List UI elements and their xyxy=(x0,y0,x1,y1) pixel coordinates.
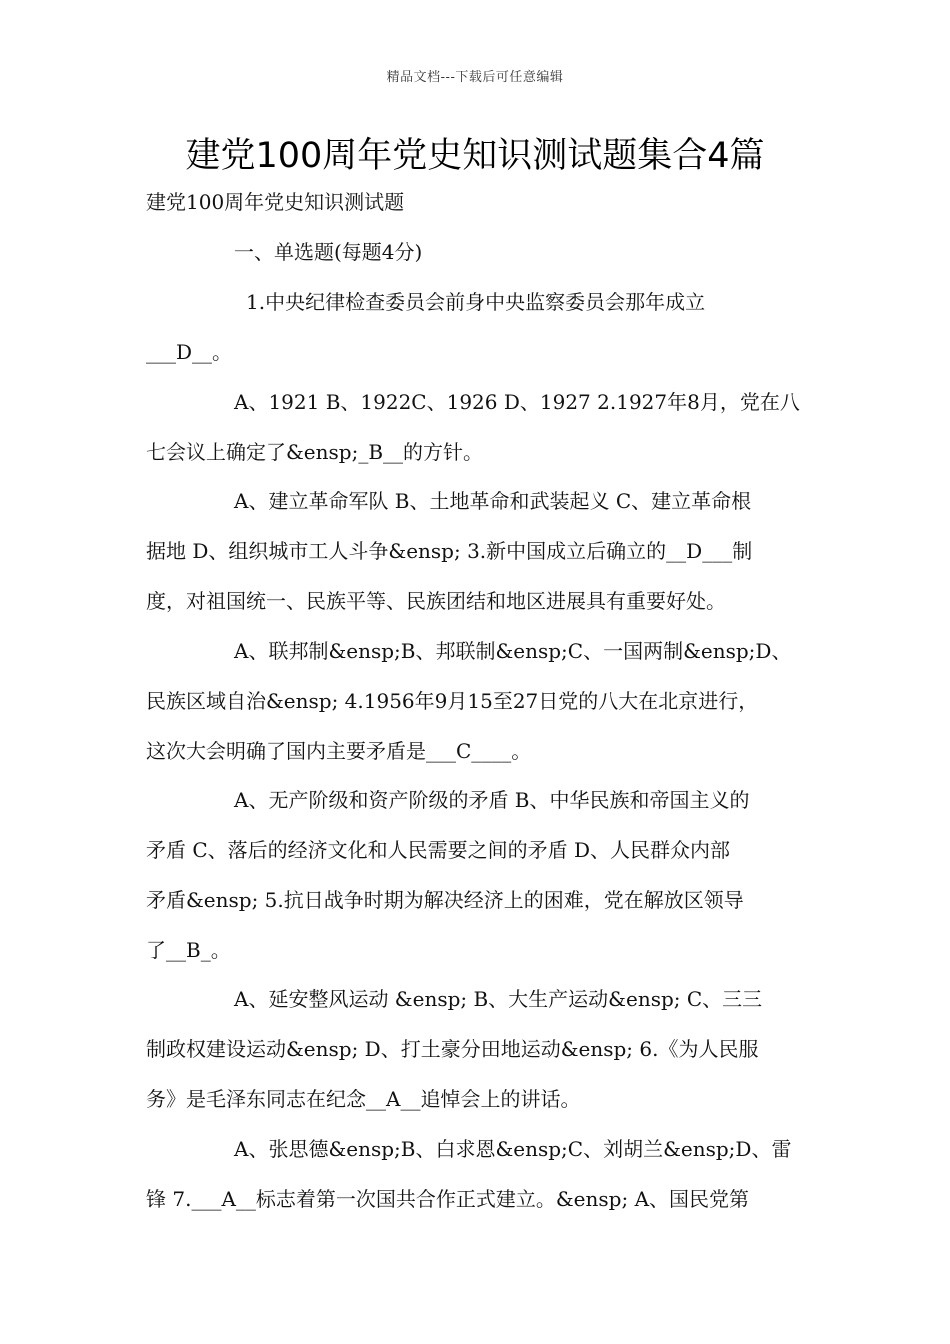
text-line: 矛盾&ensp; 5.抗日战争时期为解决经济上的困难，党在解放区领导 xyxy=(146,888,744,912)
paragraph-q5 xyxy=(146,775,814,975)
paragraph-q1 xyxy=(146,277,814,377)
document-title: 建党100周年党史知识测试题集合4篇 xyxy=(185,136,765,176)
paragraph-q2 xyxy=(146,377,814,477)
text-line: 这次大会明确了国内主要矛盾是___C____。 xyxy=(146,739,532,763)
section-heading: 一、单选题(每题4分) xyxy=(234,240,423,264)
text-line: 制政权建设运动&ensp; D、打土豪分田地运动&ensp; 6.《为人民服 xyxy=(146,1037,759,1061)
text-line: A、建立革命军队 B、土地革命和武装起义 C、建立革命根 xyxy=(234,489,752,513)
text-line: 锋 7.___A__标志着第一次国共合作正式建立。&ensp; A、国民党第 xyxy=(146,1187,750,1211)
paragraph-q6 xyxy=(146,974,814,1124)
text-line: 度，对祖国统一、民族平等、民族团结和地区进展具有重要好处。 xyxy=(146,589,726,613)
header-note: 精品文档---下载后可任意编辑 xyxy=(386,70,564,85)
text-line: A、无产阶级和资产阶级的矛盾 B、中华民族和帝国主义的 xyxy=(234,788,750,812)
text-line: A、张思德&ensp;B、白求恩&ensp;C、刘胡兰&ensp;D、雷 xyxy=(234,1137,792,1161)
text-line: 1.中央纪律检查委员会前身中央监察委员会那年成立 xyxy=(246,290,706,314)
document-subtitle: 建党100周年党史知识测试题 xyxy=(146,190,405,214)
text-line: 务》是毛泽东同志在纪念__A__追悼会上的讲话。 xyxy=(146,1087,581,1111)
text-line: 了__B_。 xyxy=(146,938,231,962)
text-line: 七会议上确定了&ensp;_B__的方针。 xyxy=(146,440,484,464)
text-line: 据地 D、组织城市工人斗争&ensp; 3.新中国成立后确立的__D___制 xyxy=(146,539,753,563)
text-line: A、延安整风运动 &ensp; B、大生产运动&ensp; C、三三 xyxy=(234,987,763,1011)
text-line: 矛盾 C、落后的经济文化和人民需要之间的矛盾 D、人民群众内部 xyxy=(146,838,731,862)
text-line: A、1921 B、1922C、1926 D、1927 2.1927年8月，党在八 xyxy=(234,390,800,414)
paragraph-q4 xyxy=(146,626,814,776)
paragraph-q3 xyxy=(146,476,814,626)
text-line: 民族区域自治&ensp; 4.1956年9月15至27日党的八大在北京进行， xyxy=(146,689,759,713)
text-line: A、联邦制&ensp;B、邦联制&ensp;C、一国两制&ensp;D、 xyxy=(234,639,792,663)
paragraph-q7 xyxy=(146,1124,814,1224)
text-line: ___D__。 xyxy=(146,340,233,364)
